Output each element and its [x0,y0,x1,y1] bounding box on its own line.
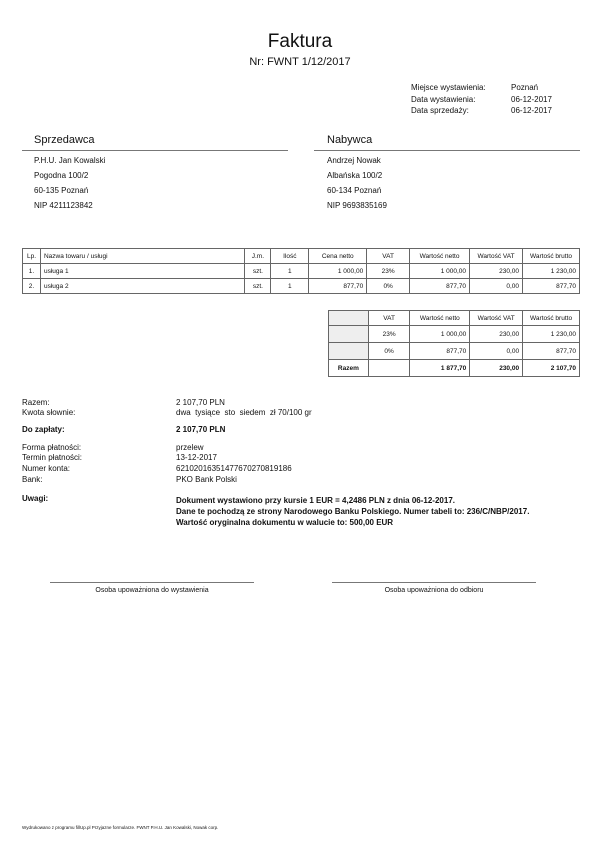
cell-vat: 0% [367,279,410,294]
meta-issue-date [411,94,591,106]
seller-street: Pogodna 100/2 [34,171,89,180]
slownie-label: Kwota słownie: [22,408,76,417]
table-row [23,279,580,294]
meta-sale-date [411,105,591,117]
forma-value: przelew [176,443,204,452]
seller-details [34,153,105,213]
total-vat: 230,00 [470,360,523,377]
invoice-meta [411,82,591,118]
seller-city: 60-135 Poznań [34,186,89,195]
cell-net: 1 000,00 [410,326,470,343]
col-header: Wartość netto [410,311,470,326]
vat-summary-table [328,310,580,377]
forma-label: Forma płatności: [22,443,82,452]
table-row [329,343,580,360]
meta-value: 06-12-2017 [511,94,552,104]
print-footer: Wydrukowano z programu fillUp.pl Przyjazne formularze. FWNT P.H.U. Jan Kowalski, Nowak corp. [22,825,219,830]
cell-net: 877,70 [410,343,470,360]
signature-label-left: Osoba upoważniona do wystawienia [95,587,209,594]
cell-unit: szt. [245,264,271,279]
cell-name: usługa 2 [40,279,244,294]
col-header: VAT [368,311,410,326]
seller-name: P.H.U. Jan Kowalski [34,156,106,165]
col-header: Lp. [23,249,41,264]
summary-corner [329,311,369,326]
summary-row-blank [329,326,369,343]
col-header: Ilość [271,249,309,264]
summary-total-row [329,360,580,377]
meta-label: Data sprzedaży: [411,106,469,115]
cell-vat: 0% [368,343,410,360]
cell-gross: 877,70 [523,343,580,360]
total-label: Razem [329,360,369,377]
cell-gross: 877,70 [522,279,579,294]
cell-gross: 1 230,00 [523,326,580,343]
summary-row-blank [329,343,369,360]
konto-label: Numer konta: [22,464,71,473]
termin-value: 13-12-2017 [176,453,217,462]
col-header: Wartość VAT [470,249,523,264]
total-vat-blank [368,360,410,377]
seller-nip: NIP 4211123842 [34,201,93,210]
buyer-heading: Nabywca [327,134,373,146]
col-header: Wartość brutto [522,249,579,264]
buyer-divider [314,150,580,151]
items-table [22,248,580,294]
cell-price: 877,70 [309,279,367,294]
col-header: Wartość VAT [470,311,523,326]
notes-label: Uwagi: [22,494,49,503]
meta-label: Miejsce wystawienia: [411,83,486,92]
cell-qty: 1 [271,279,309,294]
col-header: J.m. [245,249,271,264]
cell-lp: 2. [23,279,41,294]
table-row [23,264,580,279]
cell-vat-value: 230,00 [470,326,523,343]
cell-vat-value: 0,00 [470,279,523,294]
invoice-title: Faktura [267,31,333,52]
bank-value: PKO Bank Polski [176,475,237,484]
col-header: Wartość brutto [523,311,580,326]
invoice-number: Nr: FWNT 1/12/2017 [249,56,351,68]
col-header: Nazwa towaru / usługi [40,249,244,264]
cell-qty: 1 [271,264,309,279]
cell-vat: 23% [367,264,410,279]
termin-label: Termin płatności: [22,453,83,462]
meta-value: 06-12-2017 [511,106,552,115]
buyer-street: Albańska 100/2 [327,171,383,180]
cell-net: 1 000,00 [410,264,470,279]
cell-unit: szt. [245,279,271,294]
meta-value: Poznań [511,83,539,92]
razem-label: Razem: [22,398,50,407]
cell-vat: 23% [368,326,410,343]
summary-header-row [329,311,580,326]
konto-value: 62102016351477670270819186 [176,464,292,473]
cell-gross: 1 230,00 [522,264,579,279]
meta-label: Data wystawienia: [411,94,476,104]
meta-place [411,82,591,94]
seller-divider [22,150,288,151]
buyer-nip: NIP 9693835169 [327,201,387,210]
total-net: 1 877,70 [410,360,470,377]
col-header: Wartość netto [410,249,470,264]
col-header: VAT [367,249,410,264]
cell-net: 877,70 [410,279,470,294]
signature-label-right: Osoba upoważniona do odbioru [384,587,484,594]
table-row [329,326,580,343]
notes-line: Dokument wystawiono przy kursie 1 EUR = 4,2486 PLN z dnia 06-12-2017. [176,496,455,505]
do-zaplaty-value: 2 107,70 PLN [176,425,226,434]
items-header-row [23,249,580,264]
buyer-city: 60-134 Poznań [327,186,382,195]
notes-line: Wartość oryginalna dokumentu w walucie to: 500,00 EUR [176,518,394,527]
cell-vat-value: 0,00 [470,343,523,360]
bank-label: Bank: [22,475,43,484]
buyer-details [327,153,387,213]
seller-heading: Sprzedawca [34,134,95,146]
notes-body [176,495,529,528]
cell-vat-value: 230,00 [470,264,523,279]
col-header: Cena netto [309,249,367,264]
cell-name: usługa 1 [40,264,244,279]
signature-line-left [50,582,254,583]
razem-value: 2 107,70 PLN [176,398,225,407]
cell-lp: 1. [23,264,41,279]
buyer-name: Andrzej Nowak [327,156,381,165]
signature-line-right [332,582,536,583]
notes-line: Dane te pochodzą ze strony Narodowego Banku Polskiego. Numer tabeli to: 236/C/NBP/2017. [176,507,530,516]
slownie-value: dwa tysiące sto siedem zł 70/100 gr [176,408,312,417]
do-zaplaty-label: Do zapłaty: [22,425,65,434]
cell-price: 1 000,00 [309,264,367,279]
total-gross: 2 107,70 [523,360,580,377]
